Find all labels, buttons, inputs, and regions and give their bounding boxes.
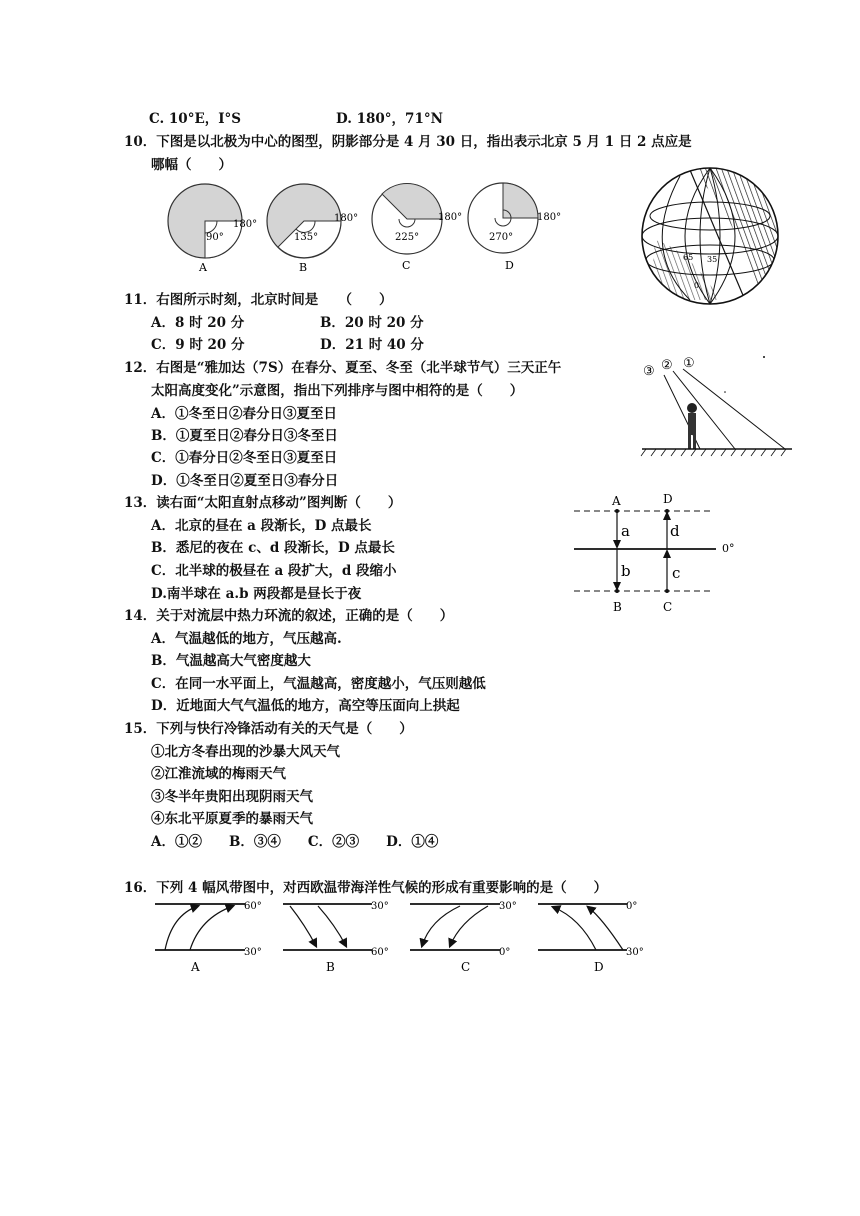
- q16-c-bottom: 0°: [499, 947, 511, 958]
- q13-label-eq: 0°: [722, 542, 735, 555]
- q12-mark-3: ③: [643, 364, 655, 379]
- globe-label-35: 35: [707, 255, 718, 264]
- q10-stem-line2: 哪幅（ ）: [151, 157, 232, 173]
- q10-b-lon: 180°: [334, 213, 359, 224]
- q13-label-D: D: [663, 492, 673, 506]
- q16-figure-b: [283, 901, 389, 974]
- q16-d-letter: D: [594, 960, 604, 974]
- q10-a-letter: A: [199, 261, 207, 274]
- q10-c-letter: C: [402, 259, 411, 272]
- q13-label-C: C: [663, 600, 673, 614]
- q16-c-letter: C: [461, 960, 471, 974]
- q12-mark-1: ①: [683, 356, 695, 371]
- q10-d-lon: 180°: [537, 212, 562, 223]
- q10-b-angle: 135°: [294, 232, 319, 243]
- q11-option-d: D．21 时 40 分: [320, 337, 424, 353]
- q10-a-lon: 180°: [233, 219, 258, 230]
- q10-c-angle: 225°: [395, 232, 420, 243]
- q13-option-c: C．北半球的极昼在 a 段扩大，d 段缩小: [151, 563, 397, 579]
- q16-d-top: 0°: [626, 901, 638, 912]
- q16-figure-a: [155, 901, 262, 974]
- globe-label-0: 0: [694, 281, 700, 290]
- q13-seg-a: a: [621, 522, 630, 540]
- q12-option-b: B．①夏至日②春分日③冬至日: [151, 428, 338, 444]
- q15-item-3: ③冬半年贵阳出现阴雨天气: [151, 789, 313, 805]
- q10-b-letter: B: [299, 261, 308, 274]
- q16-b-top: 30°: [371, 901, 389, 912]
- q12-option-c: C．①春分日②冬至日③夏至日: [151, 450, 338, 466]
- q14-option-b: B．气温越高大气密度越大: [151, 653, 311, 669]
- q16-figure-d: [538, 901, 644, 974]
- q13-label-B: B: [613, 600, 622, 614]
- q13-seg-c: c: [672, 564, 681, 582]
- q14-stem: 14．关于对流层中热力环流的叙述，正确的是（ ）: [124, 608, 454, 624]
- q13-option-b: B．悉尼的夜在 c、d 段渐长，D 点最长: [151, 540, 395, 556]
- q10-stem-line1: 10．下图是以北极为中心的图型，阴影部分是 4 月 30 日，指出表示北京 5 月 1 日 2 点应是: [124, 134, 692, 150]
- q11-option-c: C．9 时 20 分: [151, 337, 245, 353]
- q12-option-a: A．①冬至日②春分日③夏至日: [151, 406, 337, 422]
- q12-stem-line1: 12．右图是“雅加达（7S）在春分、夏至、冬至（北半球节气）三天正午: [124, 360, 562, 376]
- q16-stem: 16．下列 4 幅风带图中，对西欧温带海洋性气候的形成有重要影响的是（ ）: [124, 880, 608, 896]
- q12-option-d: D．①冬至日②夏至日③春分日: [151, 473, 339, 489]
- q11-option-b: B．20 时 20 分: [320, 315, 424, 331]
- q13-label-A: A: [612, 494, 621, 508]
- q11-option-a: A．8 时 20 分: [151, 315, 245, 331]
- q16-a-letter: A: [191, 960, 200, 974]
- q15-stem: 15．下列与快行冷锋活动有关的天气是（ ）: [124, 721, 413, 737]
- q16-b-letter: B: [326, 960, 335, 974]
- q16-a-top: 60°: [244, 901, 262, 912]
- q13-stem: 13．读右面“太阳直射点移动”图判断（ ）: [124, 495, 402, 511]
- q13-option-d: D.南半球在 a.b 两段都是昼长于夜: [151, 586, 362, 602]
- q16-c-top: 30°: [499, 901, 517, 912]
- q11-stem: 11．右图所示时刻，北京时间是 （ ）: [124, 292, 393, 308]
- q10-d-angle: 270°: [489, 232, 514, 243]
- q15-item-2: ②江淮流域的梅雨天气: [151, 766, 286, 782]
- q10-a-angle: 90°: [206, 232, 224, 243]
- q12-stem-line2: 太阳高度变化”示意图，指出下列排序与图中相符的是（ ）: [151, 383, 524, 399]
- q15-item-1: ①北方冬春出现的沙暴大风天气: [151, 744, 340, 760]
- q12-mark-2: ②: [661, 358, 673, 373]
- globe-label-65: 65: [683, 253, 694, 262]
- q13-seg-b: b: [621, 562, 631, 580]
- q15-item-4: ④东北平原夏季的暴雨天气: [151, 811, 313, 827]
- q14-option-a: A．气温越低的地方，气压越高.: [151, 631, 342, 647]
- q10-d-letter: D: [505, 259, 514, 272]
- q13-option-a: A．北京的昼在 a 段渐长，D 点最长: [151, 518, 372, 534]
- q16-a-bottom: 30°: [244, 947, 262, 958]
- q9-option-c: C. 10°E，I°S: [149, 111, 242, 127]
- q16-d-bottom: 30°: [626, 947, 644, 958]
- q14-option-c: C．在同一水平面上，气温越高，密度越小，气压则越低: [151, 676, 486, 692]
- q13-seg-d: d: [670, 522, 680, 540]
- q15-options: A．①② B．③④ C．②③ D．①④: [151, 834, 439, 850]
- q16-figure-c: [410, 901, 517, 974]
- q9-option-d: D. 180°，71°N: [336, 111, 443, 127]
- q10-c-lon: 180°: [438, 212, 463, 223]
- q16-b-bottom: 60°: [371, 947, 389, 958]
- q14-option-d: D．近地面大气气温低的地方，高空等压面向上拱起: [151, 698, 460, 714]
